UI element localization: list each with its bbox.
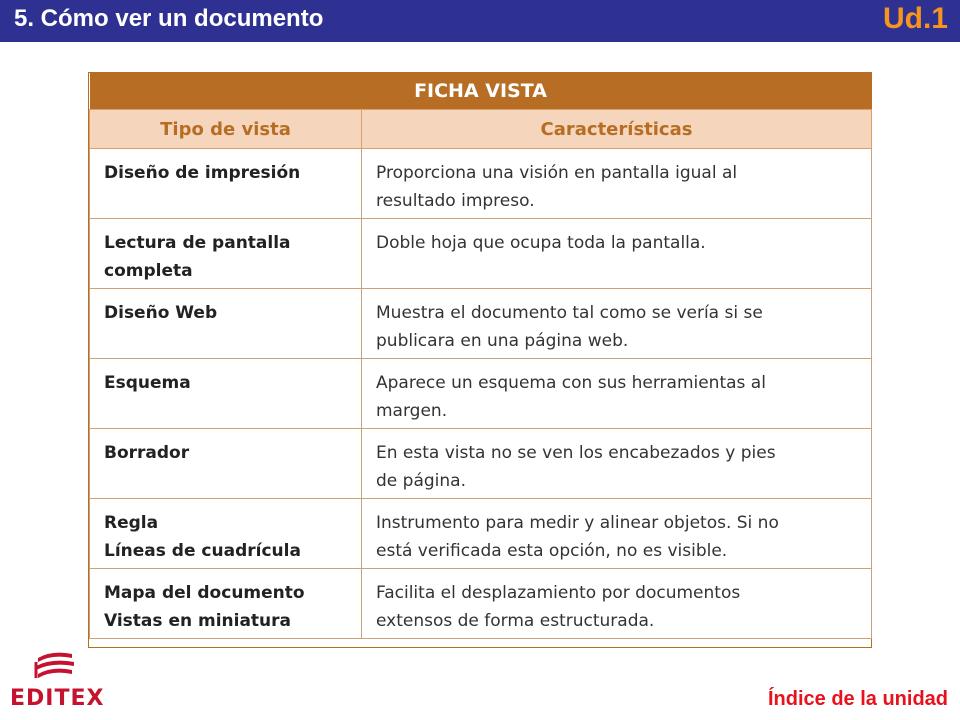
table-row: [90, 429, 872, 499]
editex-logo: [10, 648, 110, 716]
table-row: [90, 359, 872, 429]
column-header-caracteristicas: Características: [362, 110, 872, 149]
view-type-text: Líneas de cuadrícula: [104, 541, 301, 561]
description-cell: [362, 359, 872, 429]
view-type-text: Lectura de pantalla: [104, 233, 291, 253]
table-row: [90, 289, 872, 359]
description-cell: [362, 149, 872, 219]
view-type-cell: [90, 569, 362, 639]
view-type-text: Vistas en miniatura: [104, 611, 292, 631]
unit-label: Ud.1: [882, 2, 948, 35]
view-type-cell: [90, 359, 362, 429]
view-type-cell: [90, 149, 362, 219]
description-text: En esta vista no se ven los encabezados y pies: [376, 443, 776, 463]
view-type-text: Esquema: [104, 373, 191, 393]
description-text: Muestra el documento tal como se vería si se: [376, 303, 763, 323]
header-bar: [0, 0, 960, 42]
description-text: margen.: [376, 401, 448, 421]
column-header-tipo: Tipo de vista: [90, 110, 362, 149]
view-type-text: Borrador: [104, 443, 190, 463]
view-type-text: Mapa del documento: [104, 583, 305, 603]
description-cell: [362, 569, 872, 639]
view-type-cell: [90, 289, 362, 359]
unit-index-link[interactable]: Índice de la unidad: [767, 688, 948, 710]
view-type-cell: [90, 429, 362, 499]
description-text: Doble hoja que ocupa toda la pantalla.: [376, 233, 706, 253]
view-type-cell: [90, 499, 362, 569]
table-row: [90, 569, 872, 639]
view-type-text: Diseño de impresión: [104, 163, 301, 183]
book-stack-icon: [32, 648, 80, 684]
table-row: [90, 219, 872, 289]
description-text: está verificada esta opción, no es visible.: [376, 541, 728, 561]
view-type-text: Regla: [104, 513, 159, 533]
slide-title: 5. Cómo ver un documento: [14, 5, 324, 32]
view-type-text: completa: [104, 261, 193, 281]
table-row: [90, 149, 872, 219]
description-cell: [362, 289, 872, 359]
description-cell: [362, 499, 872, 569]
description-text: Instrumento para medir y alinear objetos. Si no: [376, 513, 779, 533]
description-text: extensos de forma estructurada.: [376, 611, 655, 631]
description-text: Facilita el desplazamiento por documentos: [376, 583, 741, 603]
description-text: resultado impreso.: [376, 191, 535, 211]
view-type-cell: [90, 219, 362, 289]
description-text: Aparece un esquema con sus herramientas al: [376, 373, 766, 393]
description-cell: [362, 429, 872, 499]
description-text: Proporciona una visión en pantalla igual al: [376, 163, 738, 183]
table-row: [90, 499, 872, 569]
description-cell: [362, 219, 872, 289]
view-table: [89, 73, 872, 639]
description-text: de página.: [376, 471, 466, 491]
table-title: FICHA VISTA: [90, 73, 872, 110]
view-table-container: [88, 72, 872, 648]
logo-wordmark: EDITEX: [10, 686, 105, 711]
description-text: publicara en una página web.: [376, 331, 629, 351]
view-type-text: Diseño Web: [104, 303, 218, 323]
